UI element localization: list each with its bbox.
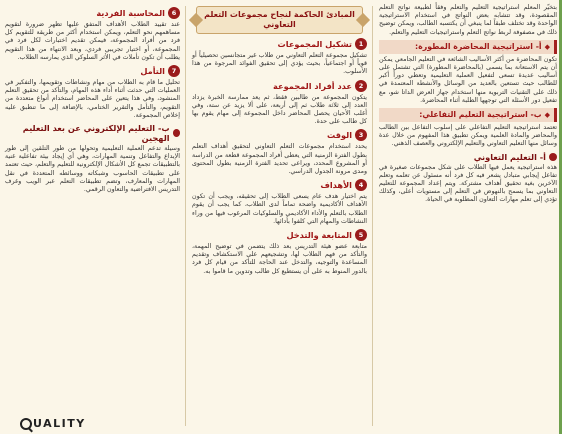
number-badge: 7: [168, 65, 180, 77]
bullet-icon: [549, 153, 557, 161]
principle-heading-1: [192, 38, 367, 50]
principle-title: التأمل: [140, 66, 165, 77]
principle-title: الوقت: [326, 130, 352, 141]
principle-text-4: يتم اختيار هدف عام يسعى الطلاب إلى تحقيقه، ويجب أن تكون الأهداف الأكاديمية واضحة تماماً لدى الطلاب، كما يجب أن يقوم الطلاب بالتعلم والأداء الأكاديمي والسلوكيات المرغوب فيها من وراء النشاطات والمهام التي كلفوا بأدائها.: [192, 193, 367, 225]
intro-paragraph: بتخيّر المعلم استراتيجية التعليم والتعلم وفقاً لطبيعة نواتج التعلم المقصودة، وقد تتشابه بعض النواتج في استخدام الاستراتيجية الواحدة وقد تختلف طبقاً لما ينبغي أن يكتسبه الطالب، ويمكن توضيح ذلك في مصفوفة لربط نواتج التعلم واستراتيجيات التعليم والتعلم.: [379, 4, 557, 36]
number-badge: 3: [355, 129, 367, 141]
section-text-cooperative: هذه استراتيجية يعمل فيها الطلاب على شكل مجموعات صغيرة في تفاعل إيجابي متبادل يشعر فيه كل فرد أنه مسئول عن تعلمه وتعلم الآخرين بغية تحقيق أهداف مشتركة. ويتم إعداد المجموعة للتعليم التعاوني بما يسمح بالنهوض في التعلم إلى مستويات أعلى، وكذلك تؤدي إلى تعلم مهارات التعاون المطلوبة في الحياة.: [379, 163, 557, 204]
number-badge: 4: [355, 179, 367, 191]
principle-text-2: يتكون المجموعة من طالبين فقط، ثم يعد ممارسة الخبرة يزداد العدد إلى ثلاثة طلاب ثم إلى أربعة، على ألا يزيد عن ستة، وفي أغلب الأحيان يحصل المحاضر داخل المجموعة إلى مهام يقوم بها كل طالب على حدة.: [192, 93, 367, 126]
principle-heading-6: [5, 7, 180, 19]
number-badge: 6: [168, 7, 180, 19]
section-heading-elearning: [5, 123, 180, 143]
section-heading-lecture: [379, 40, 557, 54]
number-badge: 5: [355, 229, 367, 241]
diamond-icon: ◆: [544, 111, 550, 120]
principle-title: المتابعة والتدخل: [286, 230, 352, 241]
logo-text: UALITY: [33, 417, 86, 430]
principle-text-6: عند تقييد الطلاب الأهداف المتفق عليها تظهر ضرورة لتقويم مساهمهم نحو التعلم، ويمكن استخدام أكثر من طريقة للتقويم كل فرد من أفراد المجموعة، فيمكن تقديم اختبارات لكل فرد في المجموعة، أو اختيار تجريبي فردي، وبعد الانتهاء من هذا التقويم يطلب أن تكون تأملات في الأثر السلوكي الذي يمارسه الطلاب.: [5, 21, 180, 61]
principle-text-5: متابعة عضو هيئة التدريس بعد ذلك يتضمن في توضيح المهمة، والتأكد من فهم الطلاب لها، وتشجيعهم على الاستكشاف وتقديم المساعدة والتوجيه، والتدخل عند الحاجة للتأكد من قيام كل فرد بالدور المنوط به على أن يستطيع كل طالب وتدوين ما قاموا به.: [192, 243, 367, 275]
left-column: [0, 0, 185, 434]
section-text-interactive: تعتمد استراتيجية التعليم التفاعلي على إسلوب التفاعل بين الطالب والمحاضر والمادة العلمية ويمكن تطبيق هذا المفهوم من خلال عدة وسائل منها التعليم التعاوني والتعليم الإلكتروني والعصف الذهني.: [379, 124, 557, 148]
bullet-icon: [173, 129, 180, 137]
principle-heading-5: [192, 229, 367, 241]
principle-title: عدد أفراد المجموعة: [273, 80, 352, 91]
section-heading-interactive: [379, 108, 557, 122]
principle-text-7: تحليل ما قام به الطلاب من مهام ونشاطات وتقويمها، والتفكير في العمليات التي حدثت أثناء أداء هذه المهام، والتأكد من تحقيق التعلم المنشود، وفي هذا يتعين على المحاضر استخدام أنواع متعددة من التقويم، والتأمل والتقرير الختامي، بالإضافة إلى ما تنطبق عليه إخلاص المجموعة.: [5, 79, 180, 119]
principle-title: المحاسبة الفردية: [96, 8, 165, 18]
diamond-icon: ◆: [544, 42, 550, 51]
q-logo-icon: [20, 418, 32, 430]
section-heading-text: أ- التعليم التعاوني: [473, 151, 546, 162]
principle-heading-3: [192, 129, 367, 141]
principle-text-3: يحدد استخدام مجموعات التعلم التعاوني لتحقيق أهداف التعلم بطول الفترة الزمنية التي يعطى أفراد المجموعة قطعة من الدراسة أو المشروع المحدد، ويراعى تحديد الفترة الزمنية بطول المحتوى ومدى مرونة الجدول الدراسي.: [192, 143, 367, 176]
section-heading-cooperative: [379, 152, 557, 162]
principles-banner: المبادئ الحاكمة لنجاح مجموعات التعلم التعاوني: [196, 6, 363, 34]
principle-text-1: تشكيل مجموعة التعلم التعاوني من طلاب غير متجانسين تحصيلياً أو قوياً أو اجتماعياً، بحيث يؤدي إلى تحقيق الفوائد المرجوة من هذا الأسلوب.: [192, 52, 367, 76]
column-divider: [372, 6, 373, 426]
section-text-elearning: وسيلة تدعم العملية التعليمية وتحولها من طور التلقين إلى طور الإبداع والتفاعل وتنمية المهارات، وهي أي إيجاد بيئة تفاعلية غنية بالتطبيقات تجمع كل الأشكال الإلكترونية للتعليم والتعلم، حيث تعتمد على تطبيقات الحاسوب وشبكاته ووسائطه المتعددة في نقل المهارات والمعارف، وتضم تطبيقات التعلم عبر الويب وغرف التدريس الافتراضية والتعاون الرقمي.: [5, 145, 180, 194]
section-heading-text: أ- استراتيجية المحاضرة المطورة:: [414, 41, 542, 51]
section-text-lecture: تكون المحاضرة من أكثر الأساليب الشائعة في التعليم الجامعي يمكن أن يتم الاستعانة بما يسمى (بالمحاضرة المطورة) التي تشتمل على أساليب عديدة تسعى لتفعيل العملية التعليمية وتعطي دوراً أكبر للطالب حيث تستعين بالعديد من الوسائل والأنشطة المعتمدة في ذلك على التقنيات التربوية منها استخدام جهاز العرض الداتا شو، مع تفعيل دور الأسئلة التي توجهها الطلبة أثناء المحاضرة.: [379, 55, 557, 104]
section-heading-text: ب- استراتيجية التعليم التفاعلي:: [419, 110, 542, 120]
principle-heading-7: [5, 65, 180, 77]
column-divider: [185, 6, 186, 426]
quality-logo: [20, 417, 86, 430]
principle-title: تشكيل المجموعات: [277, 39, 352, 49]
principle-heading-2: [192, 80, 367, 92]
number-badge: 2: [355, 80, 367, 92]
number-badge: 1: [355, 38, 367, 50]
principle-title: الأهداف: [320, 180, 352, 191]
middle-column: [187, 0, 372, 434]
principle-heading-4: [192, 179, 367, 191]
right-column: [374, 0, 562, 434]
section-heading-text: ب- التعليم الإلكتروني عن بعد التعليم الهجين: [22, 123, 170, 144]
